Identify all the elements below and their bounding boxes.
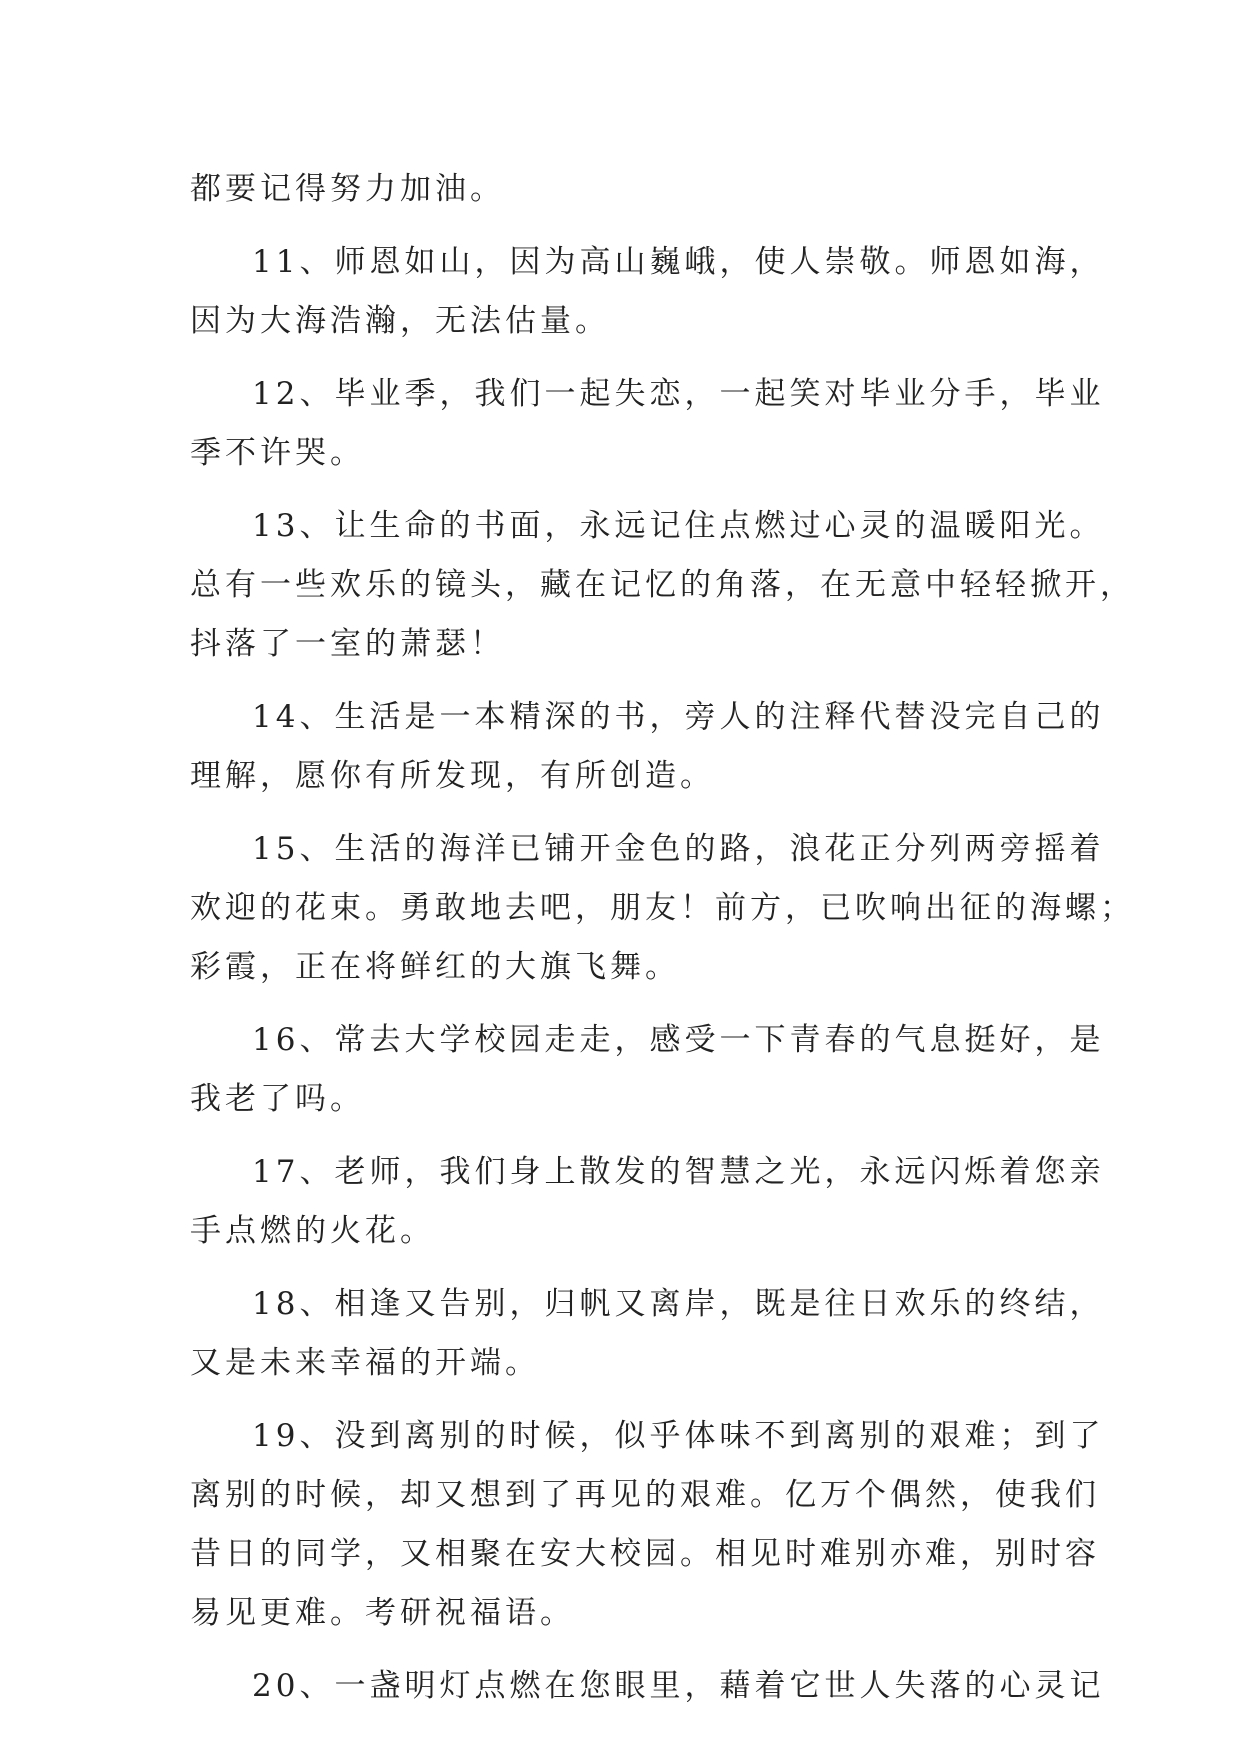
text-line: 彩霞，正在将鲜红的大旗飞舞。 [190,949,680,985]
text-line: 14、生活是一本精深的书，旁人的注释代替没完自己的 [252,699,1105,735]
text-line: 我老了吗。 [190,1081,365,1117]
text-line: 都要记得努力加油。 [190,171,505,207]
text-line: 15、生活的海洋已铺开金色的路，浪花正分列两旁摇着 [252,831,1105,867]
text-line: 13、让生命的书面，永远记住点燃过心灵的温暖阳光。 [252,508,1105,544]
text-body [190,160,1135,1716]
text-line: 欢迎的花束。勇敢地去吧，朋友！前方，已吹响出征的海螺； [190,890,1135,926]
text-line: 季不许哭。 [190,435,365,471]
text-line: 19、没到离别的时候，似乎体味不到离别的艰难；到了 [252,1418,1105,1454]
text-line: 理解，愿你有所发现，有所创造。 [190,758,715,794]
text-line: 手点燃的火花。 [190,1213,435,1249]
text-line: 18、相逢又告别，归帆又离岸，既是往日欢乐的终结， [252,1286,1105,1322]
text-line: 11、师恩如山，因为高山巍峨，使人崇敬。师恩如海， [252,244,1105,280]
text-line: 离别的时候，却又想到了再见的艰难。亿万个偶然，使我们 [190,1477,1100,1513]
text-line: 昔日的同学，又相聚在安大校园。相见时难别亦难，别时容 [190,1536,1100,1572]
text-line: 16、常去大学校园走走，感受一下青春的气息挺好，是 [252,1022,1105,1058]
text-line: 抖落了一室的萧瑟！ [190,626,505,662]
text-line: 又是未来幸福的开端。 [190,1345,540,1381]
text-line: 总有一些欢乐的镜头，藏在记忆的角落，在无意中轻轻掀开， [190,567,1135,603]
text-line: 因为大海浩瀚，无法估量。 [190,303,610,339]
text-line: 20、一盏明灯点燃在您眼里，藉着它世人失落的心灵记 [252,1668,1105,1704]
text-line: 17、老师，我们身上散发的智慧之光，永远闪烁着您亲 [252,1154,1105,1190]
text-line: 易见更难。考研祝福语。 [190,1595,575,1631]
text-line: 12、毕业季，我们一起失恋，一起笑对毕业分手，毕业 [252,376,1105,412]
